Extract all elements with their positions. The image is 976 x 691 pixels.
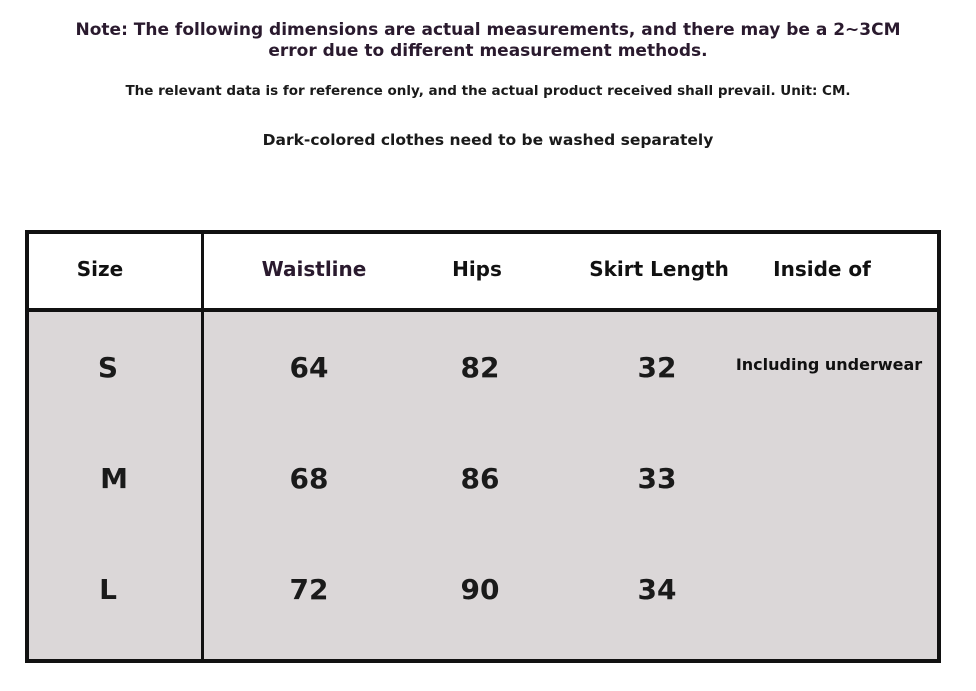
size-chart-table [25, 230, 941, 663]
column-divider [201, 234, 204, 659]
table-cell-skirt-length: 32 [637, 351, 677, 384]
table-cell-hips: 86 [460, 462, 500, 495]
header-skirt-length: Skirt Length [589, 257, 729, 281]
table-cell-skirt-length: 33 [637, 462, 677, 495]
header-hips: Hips [452, 257, 502, 281]
table-cell-waistline: 64 [289, 351, 329, 384]
header-size: Size [76, 257, 124, 281]
table-cell-waistline: 72 [289, 573, 329, 606]
table-cell-size: S [97, 351, 119, 384]
header-inside-of: Inside of [773, 257, 871, 281]
table-cell-hips: 90 [460, 573, 500, 606]
table-cell-inside-of: Including underwear [735, 355, 923, 374]
measurement-note [0, 20, 976, 62]
table-cell-size: L [99, 573, 117, 606]
table-cell-waistline: 68 [289, 462, 329, 495]
table-cell-size: M [100, 462, 128, 495]
measurement-note-line-1: Note: The following dimensions are actual measurements, and there may be a 2~3CM [75, 20, 901, 40]
measurement-note-line-2: error due to different measurement methods. [268, 41, 708, 61]
header-waistline: Waistline [261, 257, 367, 281]
reference-note: The relevant data is for reference only, and the actual product received shall prevail. Unit: CM. [125, 83, 851, 99]
table-cell-skirt-length: 34 [637, 573, 677, 606]
table-cell-hips: 82 [460, 351, 500, 384]
washing-note: Dark-colored clothes need to be washed separately [262, 131, 714, 149]
